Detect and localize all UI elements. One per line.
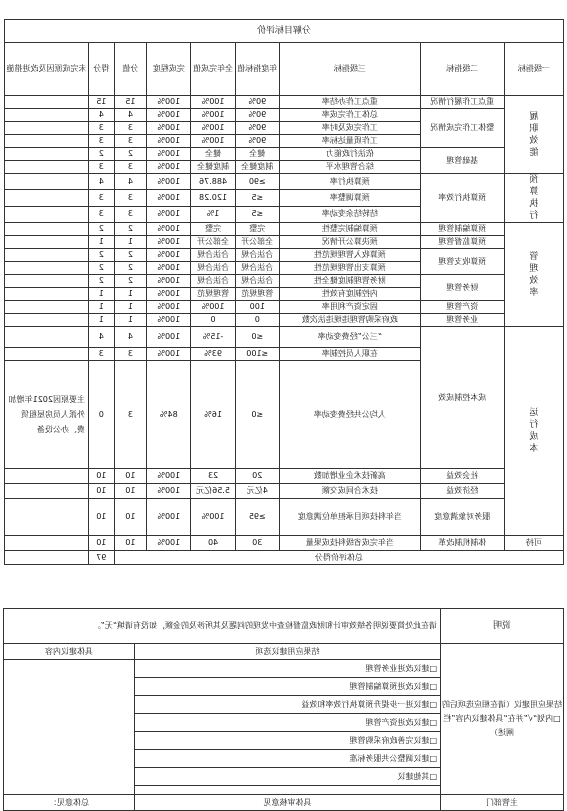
rate-cell: 100% — [147, 327, 191, 348]
table-row — [5, 249, 564, 262]
header-reason: 未完成原因及改进措施 — [5, 43, 89, 96]
rate-cell: 84% — [147, 361, 191, 469]
score-value-cell: 4 — [114, 327, 147, 348]
level3-cell: 综合管理水平 — [279, 161, 420, 174]
rate-cell: 100% — [147, 236, 191, 249]
rate-cell: 100% — [147, 262, 191, 275]
explain-text: 请在此处简要说明各绩效审计和财政监督检查中发现的问题及其所涉及的金额，如没有请填“无”。 — [3, 609, 440, 644]
full-year-cell: 100% — [191, 499, 235, 536]
score-value-cell: 10 — [114, 499, 147, 536]
apply-option-checkbox[interactable]: □其他建议 — [135, 768, 441, 786]
score-cell: 1 — [89, 301, 115, 314]
reason-cell — [5, 262, 89, 275]
reason-cell — [5, 314, 89, 327]
level3-cell: 结转结余变动率 — [279, 206, 420, 222]
reason-cell — [5, 469, 89, 484]
target-cell: 合法合规 — [235, 275, 279, 288]
target-cell: 全部公开 — [235, 236, 279, 249]
target-cell: 合法合规 — [235, 262, 279, 275]
level2-cell: 业务管理 — [420, 314, 504, 327]
score-value-cell: 1 — [114, 236, 147, 249]
score-cell: 4 — [89, 174, 115, 190]
score-cell: 3 — [89, 348, 115, 361]
header-score-value: 分值 — [114, 43, 147, 96]
reason-cell — [5, 223, 89, 236]
target-cell: 20 — [235, 469, 279, 484]
apply-detail-cell[interactable] — [3, 660, 134, 795]
level2-cell: 财务管理 — [420, 275, 504, 301]
level2-cell: 预算收支管理 — [420, 249, 504, 275]
table-title: 分解目标评价 — [5, 20, 564, 43]
target-cell: ≤0 — [235, 327, 279, 348]
table-row — [5, 469, 564, 484]
full-year-cell: 健全 — [191, 148, 235, 161]
full-year-cell: 100% — [191, 96, 235, 109]
level1-cell: 管理效率 — [504, 223, 563, 327]
header-full-year: 全年完成值 — [191, 43, 235, 96]
full-year-cell: 16% — [191, 361, 235, 469]
apply-options-header: 结果应用建议选项 — [135, 644, 441, 660]
full-year-cell: 1% — [191, 206, 235, 222]
full-year-cell: 40 — [191, 536, 235, 551]
reason-cell — [5, 236, 89, 249]
apply-label: 结果应用建议（请在相应选项后的□内划“√”并在“具体建议内容”栏阐述） — [441, 644, 564, 795]
total-row — [5, 551, 564, 565]
score-cell: 3 — [89, 122, 115, 135]
level3-cell: 工作完成及时率 — [279, 122, 420, 135]
rate-cell: 100% — [147, 275, 191, 288]
level2-cell: 预算编制管理 — [420, 223, 504, 236]
level3-cell: 高新技术企业增加数 — [279, 469, 420, 484]
score-value-cell: 2 — [114, 148, 147, 161]
reason-cell — [5, 499, 89, 536]
table-row — [5, 536, 564, 551]
header-rate: 完成程度 — [147, 43, 191, 96]
header-target: 年度指标值 — [235, 43, 279, 96]
table-row — [5, 301, 564, 314]
level1-cell: 履职效能 — [504, 96, 563, 174]
reason-cell — [5, 96, 89, 109]
table-row — [5, 148, 564, 161]
table-row — [5, 236, 564, 249]
rate-cell: 100% — [147, 190, 191, 206]
score-cell: 1 — [89, 288, 115, 301]
score-cell: 2 — [89, 148, 115, 161]
level3-cell: 工作质量达标率 — [279, 135, 420, 148]
level3-cell: 技术合同成交额 — [279, 484, 420, 499]
level2-cell: 预算监督管理 — [420, 236, 504, 249]
footer-overall: 总体意见： — [3, 795, 134, 811]
table-row — [5, 327, 564, 348]
level1-cell: 可持 — [504, 536, 563, 551]
reason-cell — [5, 148, 89, 161]
level3-cell: 当年科技项目承担单位满意度 — [279, 499, 420, 536]
score-value-cell: 3 — [114, 206, 147, 222]
score-cell: 15 — [89, 96, 115, 109]
reason-cell — [5, 135, 89, 148]
rate-cell: 100% — [147, 223, 191, 236]
level3-cell: 重点工作办结率 — [279, 96, 420, 109]
table-row — [5, 484, 564, 499]
level3-cell: 预算调整率 — [279, 190, 420, 206]
header-level1: 一级指标 — [504, 43, 563, 96]
full-year-cell: 合法合规 — [191, 262, 235, 275]
level3-cell: 预决算公开情况 — [279, 236, 420, 249]
rate-cell: 100% — [147, 314, 191, 327]
level3-cell: 预算收入管理规范性 — [279, 249, 420, 262]
rate-cell: 100% — [147, 499, 191, 536]
score-value-cell: 2 — [114, 249, 147, 262]
level1-cell: 预算执行 — [504, 174, 563, 223]
target-cell: ≤5 — [235, 190, 279, 206]
score-cell: 0 — [89, 361, 115, 469]
score-cell: 10 — [89, 469, 115, 484]
target-cell: 90% — [235, 96, 279, 109]
level3-cell: 总体工作完成率 — [279, 109, 420, 122]
rate-cell: 100% — [147, 148, 191, 161]
full-year-cell: 0 — [191, 314, 235, 327]
score-cell: 3 — [89, 161, 115, 174]
level2-cell: 体制机制改革 — [420, 536, 504, 551]
full-year-cell: 制度健全 — [191, 161, 235, 174]
reason-cell — [5, 174, 89, 190]
explain-label: 说明 — [441, 609, 564, 644]
score-value-cell: 4 — [114, 174, 147, 190]
target-cell: 0 — [235, 314, 279, 327]
total-score: 97 — [89, 551, 115, 565]
level3-cell: “三公”经费变动率 — [279, 327, 420, 348]
remarks-table — [3, 608, 564, 811]
score-value-cell: 3 — [114, 161, 147, 174]
rate-cell: 100% — [147, 348, 191, 361]
full-year-cell: 120.28 — [191, 190, 235, 206]
footer-review: 具体审核意见 — [135, 795, 441, 811]
reason-cell — [5, 484, 89, 499]
level2-cell: 整体工作完成情况 — [420, 109, 504, 148]
target-cell: ≥95 — [235, 499, 279, 536]
score-cell: 10 — [89, 536, 115, 551]
full-year-cell: 5.56亿元 — [191, 484, 235, 499]
target-cell: 30 — [235, 536, 279, 551]
level3-cell: 在职人员控制率 — [279, 348, 420, 361]
full-year-cell: 100% — [191, 109, 235, 122]
rate-cell: 100% — [147, 109, 191, 122]
score-value-cell: 10 — [114, 536, 147, 551]
score-value-cell: 2 — [114, 262, 147, 275]
table-row — [5, 109, 564, 122]
rate-cell: 100% — [147, 288, 191, 301]
rate-cell: 100% — [147, 122, 191, 135]
full-year-cell: 23 — [191, 469, 235, 484]
reason-cell — [5, 190, 89, 206]
table-row — [5, 499, 564, 536]
full-year-cell: 全部公开 — [191, 236, 235, 249]
score-value-cell: 1 — [114, 288, 147, 301]
target-cell: 管理规范 — [235, 288, 279, 301]
target-cell: 制度健全 — [235, 161, 279, 174]
reason-cell — [5, 288, 89, 301]
target-cell: 90% — [235, 122, 279, 135]
performance-table — [4, 19, 564, 565]
score-value-cell: 15 — [114, 96, 147, 109]
score-value-cell: 3 — [114, 361, 147, 469]
target-cell: ≤0 — [235, 361, 279, 469]
target-cell: 90% — [235, 109, 279, 122]
score-cell: 2 — [89, 275, 115, 288]
level3-cell: 财务管理制度健全性 — [279, 275, 420, 288]
level3-cell: 依法行政能力 — [279, 148, 420, 161]
score-value-cell: 3 — [114, 135, 147, 148]
score-cell: 10 — [89, 499, 115, 536]
apply-option-checkbox[interactable]: □建议调整公共服务标准 — [135, 750, 441, 768]
score-value-cell: 1 — [114, 301, 147, 314]
rate-cell: 100% — [147, 536, 191, 551]
reason-cell — [5, 348, 89, 361]
table-row — [5, 174, 564, 190]
full-year-cell: 合法合规 — [191, 275, 235, 288]
level3-cell: 预算编制完整性 — [279, 223, 420, 236]
score-value-cell: 3 — [114, 122, 147, 135]
apply-option-checkbox[interactable]: □建议改进资产管理 — [135, 714, 441, 732]
target-cell: 4亿元 — [235, 484, 279, 499]
level2-cell: 资产管理 — [420, 301, 504, 314]
full-year-cell: 管理规范 — [191, 288, 235, 301]
level3-cell: 当年完成省级科技成果量 — [279, 536, 420, 551]
level2-cell: 服务对象满意度 — [420, 499, 504, 536]
level3-cell: 预算支出管理规范性 — [279, 262, 420, 275]
score-cell: 1 — [89, 236, 115, 249]
score-value-cell: 10 — [114, 469, 147, 484]
header-score: 得分 — [89, 43, 115, 96]
level3-cell: 内控制度有效性 — [279, 288, 420, 301]
score-value-cell: 1 — [114, 314, 147, 327]
target-cell: 完整 — [235, 223, 279, 236]
reason-cell — [5, 109, 89, 122]
full-year-cell: -15% — [191, 327, 235, 348]
full-year-cell: 100% — [191, 301, 235, 314]
table-row — [5, 314, 564, 327]
reason-cell — [5, 122, 89, 135]
score-value-cell: 10 — [114, 484, 147, 499]
level2-cell: 重点工作履行情况 — [420, 96, 504, 109]
rate-cell: 100% — [147, 135, 191, 148]
target-cell: 100 — [235, 301, 279, 314]
reason-cell — [5, 249, 89, 262]
target-cell: ≤5 — [235, 206, 279, 222]
full-year-cell: 100% — [191, 135, 235, 148]
level3-cell: 政府采购管理违规违法次数 — [279, 314, 420, 327]
score-cell: 2 — [89, 223, 115, 236]
rate-cell: 100% — [147, 469, 191, 484]
rate-cell: 100% — [147, 301, 191, 314]
apply-option-checkbox[interactable]: □建议进一步提升预算执行效率和效益 — [135, 696, 441, 714]
rate-cell: 100% — [147, 206, 191, 222]
reason-cell: 主要原因2021年增加外派人员房屋租赁费、办公设备 — [5, 361, 89, 469]
total-reason — [5, 551, 89, 565]
reason-cell — [5, 536, 89, 551]
total-label: 总体评价得分 — [114, 551, 563, 565]
score-cell: 2 — [89, 262, 115, 275]
target-cell: 健全 — [235, 148, 279, 161]
header-level2: 二级指标 — [420, 43, 504, 96]
table-row — [5, 275, 564, 288]
target-cell: 合法合规 — [235, 249, 279, 262]
rate-cell: 100% — [147, 249, 191, 262]
rate-cell: 100% — [147, 484, 191, 499]
target-cell: 90% — [235, 135, 279, 148]
reason-cell — [5, 327, 89, 348]
table-row — [5, 96, 564, 109]
rate-cell: 100% — [147, 96, 191, 109]
score-value-cell: 2 — [114, 223, 147, 236]
apply-option-checkbox[interactable]: □建议改进业务管理 — [135, 660, 441, 678]
score-cell: 1 — [89, 314, 115, 327]
apply-detail-header: 具体建议内容 — [3, 644, 134, 660]
level1-cell: 运行成本 — [504, 327, 563, 536]
score-value-cell: 2 — [114, 275, 147, 288]
score-cell: 3 — [89, 190, 115, 206]
target-cell: ≤100 — [235, 348, 279, 361]
apply-option-checkbox[interactable]: □建议完善政府采购管理 — [135, 732, 441, 750]
level2-cell: 基础管理 — [420, 148, 504, 174]
level3-cell: 固定资产利用率 — [279, 301, 420, 314]
header-level3: 三级指标 — [279, 43, 420, 96]
full-year-cell: 完整 — [191, 223, 235, 236]
full-year-cell: 合法合规 — [191, 249, 235, 262]
level3-cell: 人均公共经费变动率 — [279, 361, 420, 469]
apply-blank — [135, 786, 441, 795]
reason-cell — [5, 161, 89, 174]
reason-cell — [5, 301, 89, 314]
reason-cell — [5, 206, 89, 222]
score-value-cell: 4 — [114, 109, 147, 122]
full-year-cell: 100% — [191, 122, 235, 135]
level2-cell: 成本控制成效 — [420, 327, 504, 469]
full-year-cell: 488.76 — [191, 174, 235, 190]
level2-cell: 经济效益 — [420, 484, 504, 499]
level3-cell: 预算执行率 — [279, 174, 420, 190]
rate-cell: 100% — [147, 161, 191, 174]
score-cell: 2 — [89, 249, 115, 262]
score-cell: 3 — [89, 135, 115, 148]
score-value-cell: 3 — [114, 190, 147, 206]
apply-option-checkbox[interactable]: □建议改进预算编制管理 — [135, 678, 441, 696]
score-cell: 4 — [89, 109, 115, 122]
footer-dept: 主管部门 — [441, 795, 564, 811]
score-cell: 4 — [89, 327, 115, 348]
score-cell: 3 — [89, 206, 115, 222]
reason-cell — [5, 275, 89, 288]
level2-cell: 社会效益 — [420, 469, 504, 484]
level2-cell: 预算执行效率 — [420, 174, 504, 223]
score-cell: 10 — [89, 484, 115, 499]
score-value-cell: 3 — [114, 348, 147, 361]
full-year-cell: 93% — [191, 348, 235, 361]
target-cell: ≥90 — [235, 174, 279, 190]
rate-cell: 100% — [147, 174, 191, 190]
table-row — [5, 223, 564, 236]
